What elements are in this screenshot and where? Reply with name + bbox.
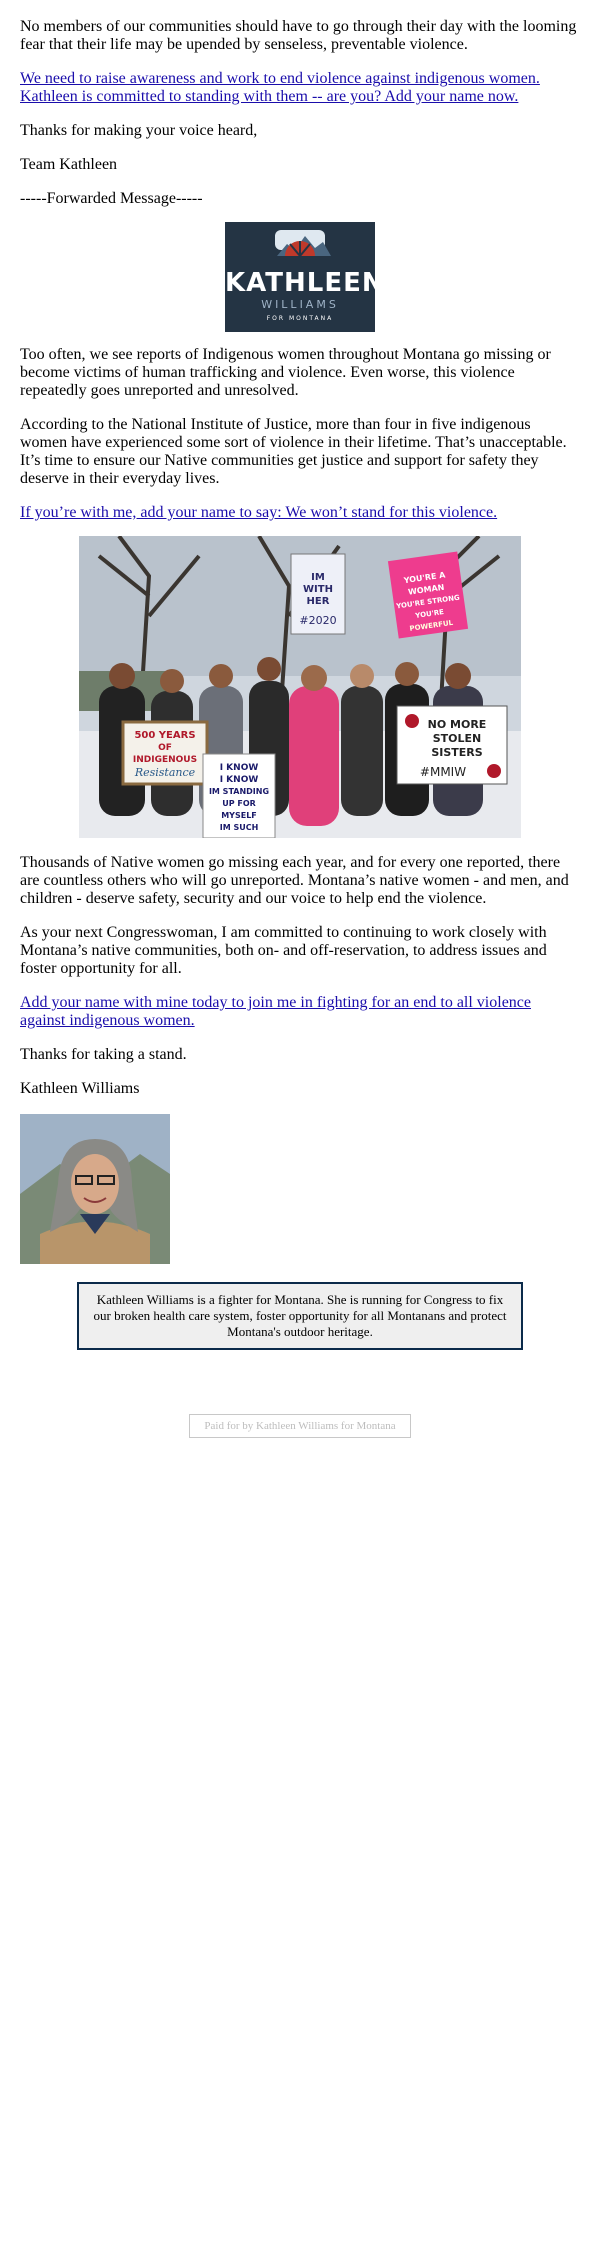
- svg-text:MYSELF: MYSELF: [221, 811, 257, 820]
- mountain-sunrise-icon: [225, 222, 375, 268]
- svg-text:STOLEN: STOLEN: [432, 732, 482, 745]
- intro-thanks: Thanks for making your voice heard,: [20, 122, 258, 139]
- body-paragraph-1: Too often, we see reports of Indigenous women throughout Montana go missing or become victims of human trafficking and violence. Even worse, this violence repeatedly goes unreported and unresolved.: [20, 346, 551, 399]
- logo-name: KATHLEEN: [225, 268, 385, 298]
- svg-text:I KNOW: I KNOW: [219, 775, 259, 785]
- svg-text:POWERFUL: POWERFUL: [409, 618, 454, 633]
- svg-text:UP FOR: UP FOR: [222, 799, 256, 808]
- svg-text:IM SUCH: IM SUCH: [219, 823, 259, 832]
- svg-text:#2020: #2020: [299, 614, 337, 627]
- svg-text:SISTERS: SISTERS: [431, 746, 483, 759]
- svg-text:#MMIW: #MMIW: [419, 765, 467, 779]
- candidate-bio-box: [77, 1282, 523, 1350]
- body-cta-link-wrap-2: [20, 994, 580, 1030]
- body-thanks: Thanks for taking a stand.: [20, 1046, 187, 1063]
- logo-surname: WILLIAMS: [261, 298, 339, 311]
- body-cta-link-wrap: [20, 504, 580, 522]
- logo-state: FOR MONTANA: [266, 315, 334, 322]
- rally-group-photo: [79, 536, 521, 838]
- intro-paragraph: No members of our communities should have to go through their day with the looming fear that their life may be upended by senseless, preventable violence.: [20, 18, 577, 53]
- candidate-portrait: [20, 1114, 170, 1264]
- campaign-logo: [225, 222, 385, 332]
- body-paragraph-3: Thousands of Native women go missing each year, and for every one reported, there are countless others who will go unreported. Montana’s native women - and men, and children - deserve safety, security and our voice to help end the violence.: [20, 854, 569, 907]
- svg-text:INDIGENOUS: INDIGENOUS: [132, 755, 198, 765]
- svg-text:IM STANDING: IM STANDING: [208, 787, 270, 796]
- svg-text:YOU'RE STRONG: YOU'RE STRONG: [395, 593, 461, 611]
- add-name-link-1[interactable]: We need to raise awareness and work to end violence against indigenous women. Kathleen is committed to standing with them -- are you? Add your name now.: [20, 70, 540, 105]
- svg-text:I KNOW: I KNOW: [219, 763, 259, 773]
- svg-text:NO MORE: NO MORE: [427, 718, 487, 731]
- add-name-link-2[interactable]: If you’re with me, add your name to say: We won’t stand for this violence.: [20, 504, 498, 521]
- body-paragraph-4: As your next Congresswoman, I am committed to continuing to work closely with Montana’s native communities, both on- and off-reservation, to address issues and foster opportunity for all.: [20, 924, 547, 977]
- add-name-link-3[interactable]: Add your name with mine today to join me in fighting for an end to all violence against indigenous women.: [20, 994, 531, 1029]
- intro-signoff: Team Kathleen: [20, 156, 118, 173]
- svg-text:IM: IM: [311, 572, 325, 583]
- svg-text:Resistance: Resistance: [134, 766, 196, 779]
- svg-text:WOMAN: WOMAN: [407, 582, 445, 597]
- svg-text:HER: HER: [306, 596, 330, 607]
- paid-for-disclaimer: Paid for by Kathleen Williams for Montana: [189, 1414, 411, 1438]
- svg-text:OF: OF: [158, 743, 172, 753]
- svg-text:500 YEARS: 500 YEARS: [134, 730, 196, 741]
- body-paragraph-2: According to the National Institute of Justice, more than four in five indigenous women have experienced some sort of violence in their lifetime. That’s unacceptable. It’s time to ensure our Native communities get justice and support for safety they deserve in their everyday lives.: [20, 416, 567, 487]
- svg-text:YOU'RE: YOU'RE: [414, 607, 445, 620]
- candidate-bio-text: Kathleen Williams is a fighter for Montana. She is running for Congress to fix our broken health care system, foster opportunity for all Montanans and protect Montana's outdoor heritage.: [93, 1292, 507, 1339]
- intro-cta-link-wrap: [20, 70, 580, 106]
- signature-name: Kathleen Williams: [20, 1080, 140, 1097]
- forwarded-divider: -----Forwarded Message-----: [20, 190, 203, 207]
- svg-text:WITH: WITH: [303, 584, 333, 595]
- svg-text:YOU'RE A: YOU'RE A: [403, 570, 446, 586]
